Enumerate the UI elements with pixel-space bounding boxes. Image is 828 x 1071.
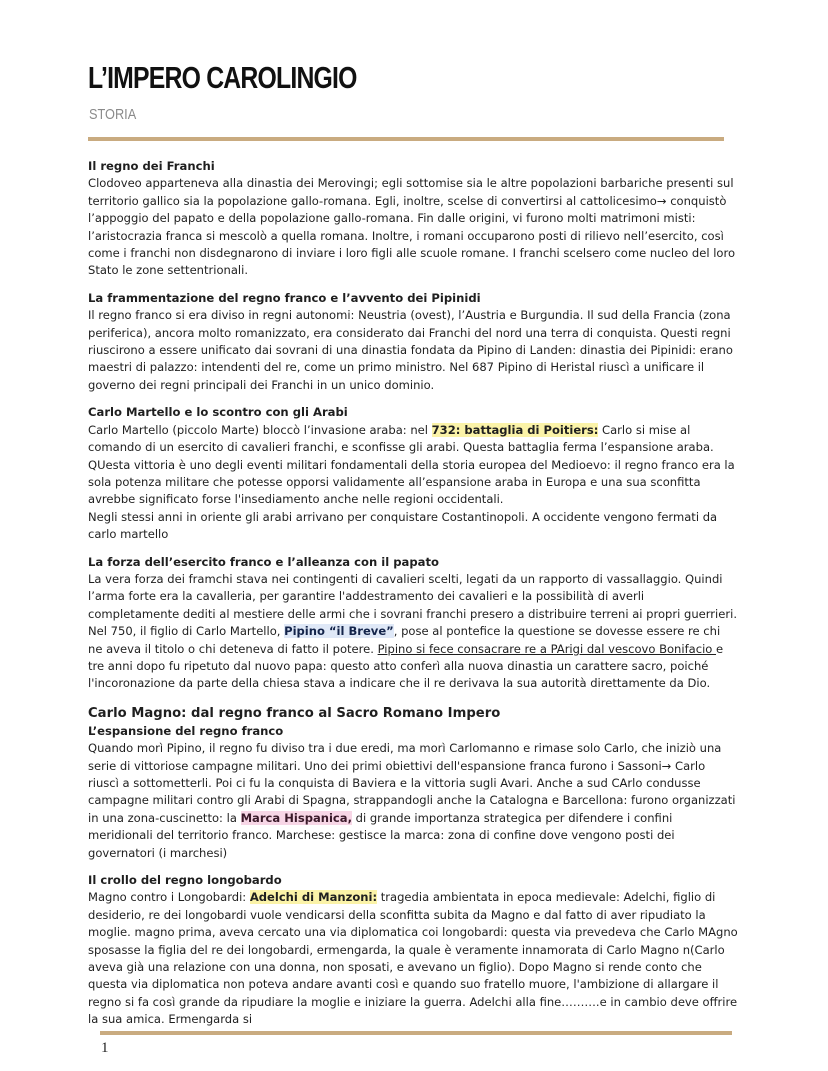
text-run: Magno contro i Longobardi: — [88, 890, 250, 905]
underlined-text: Pipino si fece consacrare re a PArigi dal vescovo Bonifacio — [377, 641, 717, 656]
paragraph — [88, 740, 738, 862]
section-heading: Carlo Martello e lo scontro con gli Arabi — [88, 405, 348, 420]
page-number: 1 — [101, 1040, 109, 1056]
highlight-adelchi: Adelchi di Manzoni: — [249, 890, 378, 905]
page-subtitle: STORIA — [89, 106, 137, 123]
highlight-marca-hispanica: Marca Hispanica, — [240, 810, 352, 825]
text-run: Carlo si mise al comando di un esercito di cavalieri franchi, e sconfisse gli arabi. Questa battaglia ferma l’espansione araba. QUesta vittoria è uno degli eventi militari fondamentali della storia europea del Medioevo: il regno franco era la sola potenza militare che potesse opporsi validamente all’espansione araba in Europa e una sua sconfitta avrebbe significato forse l'insediamento anche nelle regioni occidentali. — [88, 422, 735, 507]
text-run: tragedia ambientata in epoca medievale: Adelchi, figlio di desiderio, re dei longobardi vuole vendicarsi della sconfitta subita da Magno e dal fatto di aver ripudiato la moglie. magno prima, aveva cercato una via diplomatica coi longobardi: questa via prevedeva che Carlo MAgno sposasse la figlia del re dei longobardi, ermengarda, la quale è veramente innamorata di Carlo Magno n(Carlo aveva già una relazione con una donna, non sposati, e avevano un figlio). Dopo Magno si rende conto che questa via diplomatica non poteva andare avanti così e quando suo fratello muore, l'ambizione di allargare il regno si fa così grande da ripudiare la moglie e iniziare la guerra. Adelchi alla fine……….e in cambio deve offrire la sua amica. Ermengarda si — [88, 890, 738, 1027]
chapter-heading-carlo-magno: Carlo Magno: dal regno franco al Sacro Romano Impero — [88, 705, 501, 721]
paragraph — [88, 623, 738, 693]
section-papato — [88, 554, 738, 693]
section-heading: L’espansione del regno franco — [88, 723, 284, 738]
section-carlo-martello — [88, 404, 738, 543]
page-title: L’IMPERO CAROLINGIO — [88, 60, 357, 95]
section-regno-franchi — [88, 158, 738, 280]
footer-divider — [100, 1031, 732, 1035]
paragraph — [88, 422, 738, 509]
paragraph: La vera forza dei framchi stava nei contingenti di cavalieri scelti, legati da un rapporto di vassallaggio. Quindi l’arma forte era la cavalleria, per garantire l'addestramento dei cavalieri e la possibilità di averli completamente dediti al mestiere delle armi che i sovrani franchi presero a distribuire terreni ai propri guerrieri. — [88, 571, 737, 621]
paragraph: Negli stessi anni in oriente gli arabi arrivano per conquistare Costantinopoli. A occidente vengono fermati da carlo martello — [88, 509, 718, 542]
paragraph: Clodoveo apparteneva alla dinastia dei Merovingi; egli sottomise sia le altre popolazioni barbariche presenti sul territorio gallico sia la popolazione gallo-romana. Egli, inoltre, scelse di convertirsi al cattolicesimo→ conquistò l’appoggio del papato e della popolazione gallo-romana. Fin dalle origini, vi furono molti matrimoni misti: l’aristocrazia franca si mescolò a quella romana. Inoltre, i romani occuparono posti di rilievo nell’esercito, così come i franchi non disdegnarono di inviare i loro figli alle scuole romane. I franchi scelsero come nucleo del loro Stato le zone settentrionali. — [88, 176, 736, 278]
paragraph: Il regno franco si era diviso in regni autonomi: Neustria (ovest), l’Austria e Burgundia. Il sud della Francia (zona periferica), ancora molto romanizzato, era considerato dai Franchi del nord una terra di conquista. Questi regni riuscirono a essere unificato dai sovrani di una dinastia fondata da Pipino di Landen: dinastia dei Pipinidi: erano maestri di palazzo: intendenti del re, come un primo ministro. Nel 687 Pipino di Heristal riuscì a unificare il governo dei regni principali dei Franchi in un unico dominio. — [88, 308, 733, 392]
header-divider — [88, 137, 724, 141]
section-heading: Il regno dei Franchi — [88, 159, 215, 173]
highlight-poitiers: 732: battaglia di Poitiers: — [431, 422, 599, 437]
section-pipinidi — [88, 290, 738, 394]
text-run: Quando morì Pipino, il regno fu diviso tra i due eredi, ma morì Carlomanno e rimase solo Carlo, che iniziò una serie di vittoriose campagne militari. Uno dei primi obiettivi dell'espansione franca furono i Sassoni→ Carlo riuscì a sottometterli. Poi ci fu la conquista di Baviera e la vittoria sugli Avari. Anche a sud CArlo condusse campagne militari contro gli Arabi di Spagna, strappandogli anche la Catalogna e Barcellona: furono organizzati in una zona-cuscinetto: la — [88, 741, 736, 825]
text-run: e tre anni dopo fu ripetuto dal nuovo papa: questo atto conferì alla nuova dinastia un carattere sacro, poiché l'incoronazione da parte della chiesa stava a indicare che il re derivava la sua autorità direttamente da Dio. — [88, 641, 724, 691]
text-run: Carlo Martello (piccolo Marte) bloccò l’invasione araba: nel — [88, 422, 432, 437]
text-run: Nel 750, il figlio di Carlo Martello, — [88, 624, 285, 639]
paragraph — [88, 889, 738, 1028]
document-body — [88, 158, 738, 1039]
section-longobardi — [88, 872, 738, 1029]
section-espansione — [88, 723, 738, 862]
text-run: di grande importanza strategica per difendere i confini meridionali del territorio franco. Marchese: gestisce la marca: zona di confine dove vengono posti dei governatori (i marchesi) — [88, 810, 675, 860]
section-heading: La forza dell’esercito franco e l’alleanza con il papato — [88, 554, 440, 569]
text-run: , pose al pontefice la questione se dovesse essere re chi ne aveva il titolo o chi deteneva di fatto il potere. — [88, 624, 721, 656]
highlight-pipino: Pipino “il Breve” — [284, 624, 394, 639]
section-heading: La frammentazione del regno franco e l’avvento dei Pipinidi — [88, 290, 481, 305]
section-heading: Il crollo del regno longobardo — [88, 873, 282, 888]
